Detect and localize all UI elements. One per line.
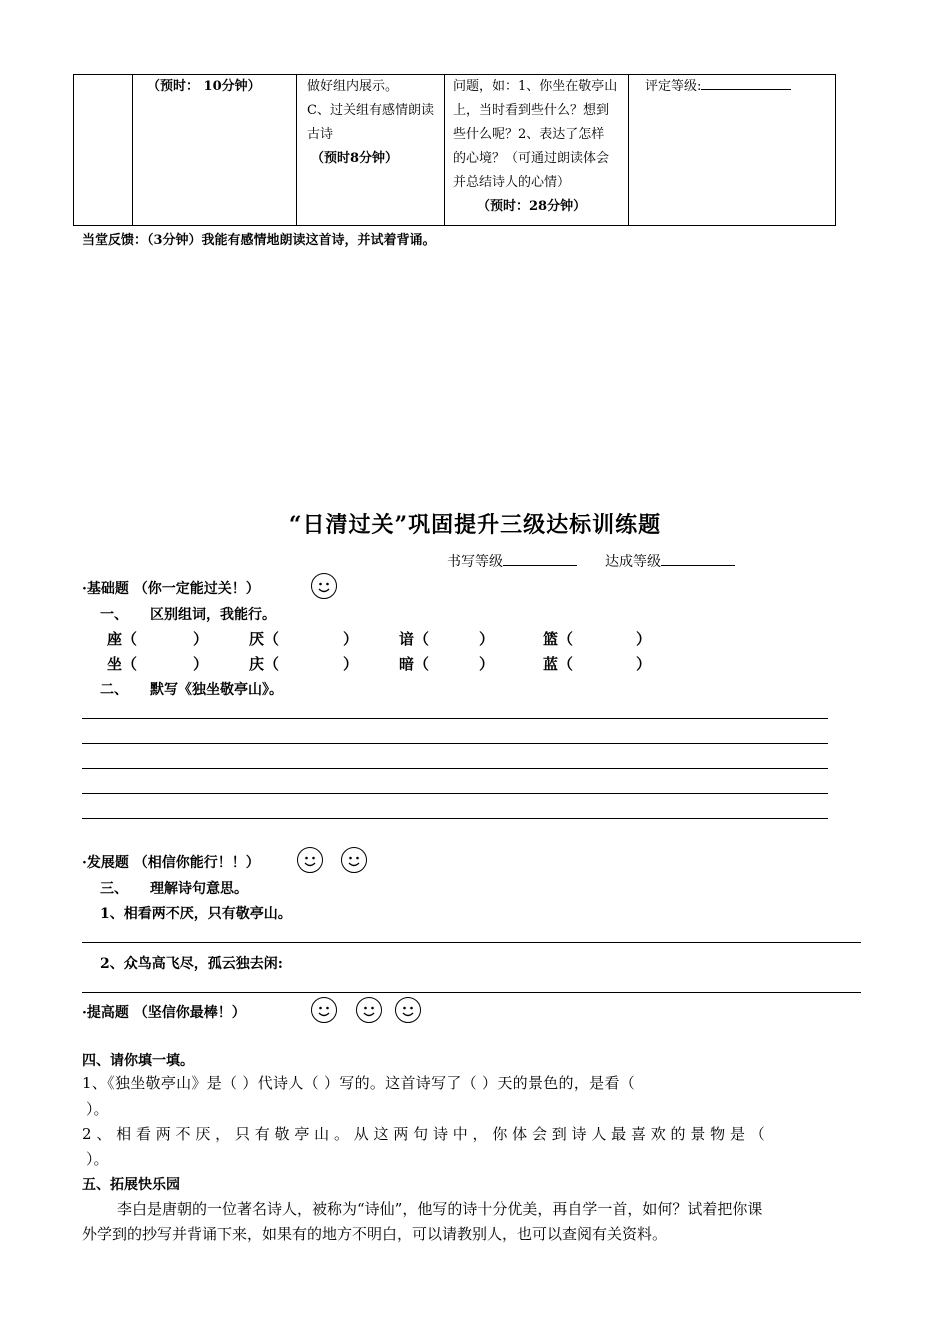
writing-grade-label: 书写等级 <box>447 554 503 570</box>
cell-line: （预时8分钟） <box>311 151 399 166</box>
answer-line[interactable] <box>82 992 861 993</box>
word-row-1-b-close: ） <box>343 630 359 648</box>
extend-paragraph-line2: 外学到的抄写并背诵下来，如果有的地方不明白，可以请教别人，也可以查阅有关资料。 <box>82 1225 668 1243</box>
writing-grade <box>447 551 577 571</box>
smiley-icon <box>311 573 337 599</box>
q2-text: 默写《独坐敬亭山》。 <box>150 682 283 698</box>
q1-number: 一、 <box>100 607 128 623</box>
cell-line: 的心境？（可通过朗读体会 <box>453 151 610 166</box>
word-row-2-a: 坐（ <box>107 655 138 673</box>
word-row-1-c-close: ） <box>479 630 495 648</box>
word-row-2-c-close: ） <box>479 655 495 673</box>
answer-line[interactable] <box>82 818 828 819</box>
word-row-1-c: 谙（ <box>399 630 430 648</box>
classroom-feedback: 当堂反馈：（3分钟）我能有感情地朗读这首诗，并试着背诵。 <box>82 233 436 248</box>
page-title: “日清过关”巩固提升三级达标训练题 <box>288 512 662 538</box>
fill-q1-line2: ）。 <box>86 1100 109 1118</box>
cell-line: 做好组内展示。 <box>307 79 399 94</box>
table-cell-evaluation <box>629 75 836 226</box>
word-row-2-d: 蓝（ <box>543 655 574 673</box>
q3-item-2: 2、众鸟高飞尽，孤云独去闲: <box>100 956 283 972</box>
word-row-2-d-close: ） <box>636 655 652 673</box>
smiley-icon <box>297 847 323 873</box>
extend-heading: 五、拓展快乐园 <box>82 1177 180 1193</box>
q2-number: 二、 <box>100 682 128 698</box>
answer-line[interactable] <box>82 718 828 719</box>
table-cell-questions <box>445 75 629 226</box>
basic-heading: ·基础题 （你一定能过关！） <box>82 581 260 597</box>
extend-paragraph-line1: 李白是唐朝的一位著名诗人，被称为“诗仙”，他写的诗十分优美，再自学一首，如何？试着把你课 <box>117 1200 763 1218</box>
word-row-1-d: 篮（ <box>543 630 574 648</box>
smiley-icon <box>341 847 367 873</box>
answer-line[interactable] <box>82 743 828 744</box>
fill-q2-line2: ）。 <box>86 1150 109 1168</box>
word-row-1-d-close: ） <box>636 630 652 648</box>
fill-q2-line1: 2、相看两不厌，只有敬亭山。从这两句诗中，你体会到诗人最喜欢的景物是（ <box>82 1125 770 1143</box>
evaluation-blank[interactable] <box>701 75 791 90</box>
word-row-1-a-close: ） <box>193 630 209 648</box>
cell-line: 问题，如：1、你坐在敬亭山 <box>453 79 618 94</box>
word-row-2-a-close: ） <box>193 655 209 673</box>
lesson-table <box>73 74 836 226</box>
table-cell-time <box>133 75 297 226</box>
cell-line: 上，当时看到些什么？想到 <box>453 103 610 118</box>
word-row-2-b-close: ） <box>343 655 359 673</box>
table-cell-empty <box>74 75 133 226</box>
table-row <box>74 75 836 226</box>
evaluation-label: 评定等级: <box>645 79 702 94</box>
smiley-icon <box>311 997 337 1023</box>
smiley-icon <box>395 997 421 1023</box>
table-cell-activity <box>297 75 445 226</box>
cell-line: C、过关组有感情朗读古诗 <box>307 103 434 142</box>
answer-line[interactable] <box>82 942 861 943</box>
word-row-2-b: 庆（ <box>249 655 280 673</box>
achieve-grade-label: 达成等级 <box>605 554 661 570</box>
answer-line[interactable] <box>82 768 828 769</box>
fill-q1-line1: 1、《独坐敬亭山》是（ ）代诗人（ ）写的。这首诗写了（ ）天的景色的，是看（ <box>82 1074 636 1092</box>
achieve-grade-blank[interactable] <box>661 551 735 566</box>
smiley-icon <box>356 997 382 1023</box>
time-note: （预时： 10分钟） <box>147 79 261 94</box>
word-row-1-a: 座（ <box>107 630 138 648</box>
writing-grade-blank[interactable] <box>503 551 577 566</box>
develop-heading: ·发展题 （相信你能行！！） <box>82 855 260 871</box>
achieve-grade <box>605 551 735 571</box>
fill-heading: 四、请你填一填。 <box>82 1053 194 1069</box>
answer-line[interactable] <box>82 793 828 794</box>
q3-item-1: 1、相看两不厌，只有敬亭山。 <box>100 906 292 922</box>
cell-line: （预时：28分钟） <box>477 199 587 214</box>
improve-heading: ·提高题 （坚信你最棒！） <box>82 1005 246 1021</box>
q1-text: 区别组词，我能行。 <box>150 607 276 623</box>
cell-line: 些什么呢？2、表达了怎样 <box>453 127 605 142</box>
cell-line: 并总结诗人的心情） <box>453 175 571 190</box>
q3-number: 三、 <box>100 881 128 897</box>
word-row-1-b: 厌（ <box>249 630 280 648</box>
q3-text: 理解诗句意思。 <box>150 881 248 897</box>
word-row-2-c: 暗（ <box>399 655 430 673</box>
